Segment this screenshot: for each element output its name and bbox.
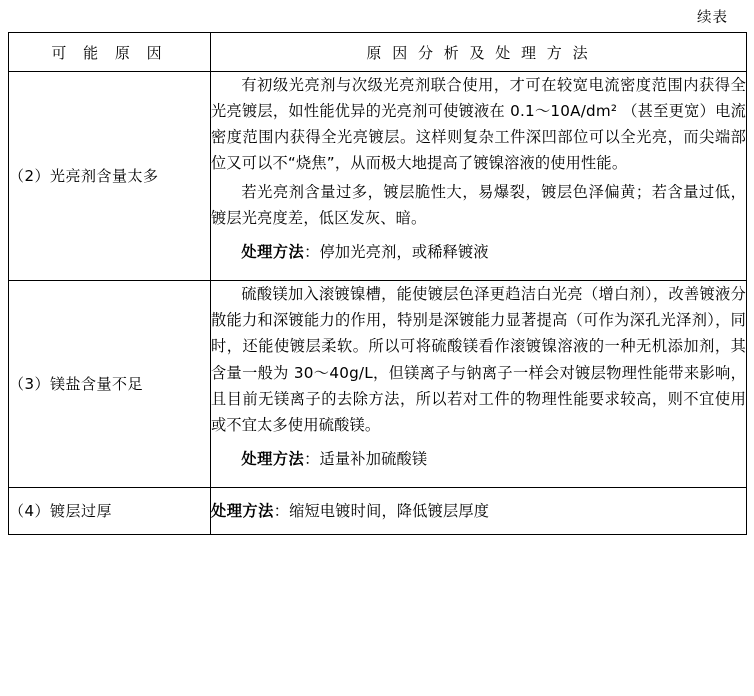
cause-cell: （2）光亮剂含量太多 bbox=[9, 72, 211, 281]
treatment-method-text: ：缩短电镀时间，降低镀层厚度 bbox=[273, 502, 490, 521]
column-header-cause: 可 能 原 因 bbox=[9, 33, 211, 72]
continued-table-label: 续表 bbox=[697, 10, 728, 26]
analysis-paragraph: 有初级光亮剂与次级光亮剂联合使用，才可在较宽电流密度范围内获得全光亮镀层，如性能优异的光亮剂可使镀液在 0.1～10A/dm² （甚至更宽）电流密度范围内获得全光亮镀层。这样则复杂工件深凹部位可以全光亮，而尖端部位又可以不“烧焦”，从而极大地提高了镀镍溶液的使用性能。 bbox=[211, 76, 746, 173]
treatment-method-text: ：适量补加硫酸镁 bbox=[304, 450, 428, 469]
analysis-cell bbox=[211, 488, 747, 535]
treatment-method bbox=[211, 239, 746, 265]
treatment-method-label: 处理方法 bbox=[211, 502, 274, 521]
treatment-method bbox=[211, 498, 746, 524]
treatment-method-text: ：停加光亮剂，或稀释镀液 bbox=[304, 242, 489, 261]
analysis-cell bbox=[211, 281, 747, 488]
failure-cause-table bbox=[8, 32, 747, 535]
table-header bbox=[9, 33, 747, 72]
table-header-row bbox=[9, 33, 747, 72]
cause-cell: （4）镀层过厚 bbox=[9, 488, 211, 535]
analysis-paragraph: 硫酸镁加入滚镀镍槽，能使镀层色泽更趋洁白光亮（增白剂），改善镀液分散能力和深镀能力的作用，特别是深镀能力显著提高（可作为深孔光泽剂），同时，还能使镀层柔软。所以可将硫酸镁看作滚镀镍溶液的一种无机添加剂，其含量一般为 30～40g/L，但镁离子与钠离子一样会对镀层物理性能带来影响，且目前无镁离子的去除方法，所以若对工件的物理性能要求较高，则不宜使用或不宜太多使用硫酸镁。 bbox=[211, 285, 746, 434]
treatment-method bbox=[211, 446, 746, 472]
table-body bbox=[9, 72, 747, 535]
table-row bbox=[9, 488, 747, 535]
table-row bbox=[9, 72, 747, 281]
column-header-analysis: 原 因 分 析 及 处 理 方 法 bbox=[211, 33, 747, 72]
table-row bbox=[9, 281, 747, 488]
treatment-method-label: 处理方法 bbox=[241, 242, 305, 261]
analysis-cell bbox=[211, 72, 747, 281]
analysis-paragraph: 若光亮剂含量过多，镀层脆性大，易爆裂，镀层色泽偏黄；若含量过低，镀层光亮度差，低区发灰、暗。 bbox=[211, 182, 746, 227]
cause-cell: （3）镁盐含量不足 bbox=[9, 281, 211, 488]
treatment-method-label: 处理方法 bbox=[241, 450, 305, 469]
